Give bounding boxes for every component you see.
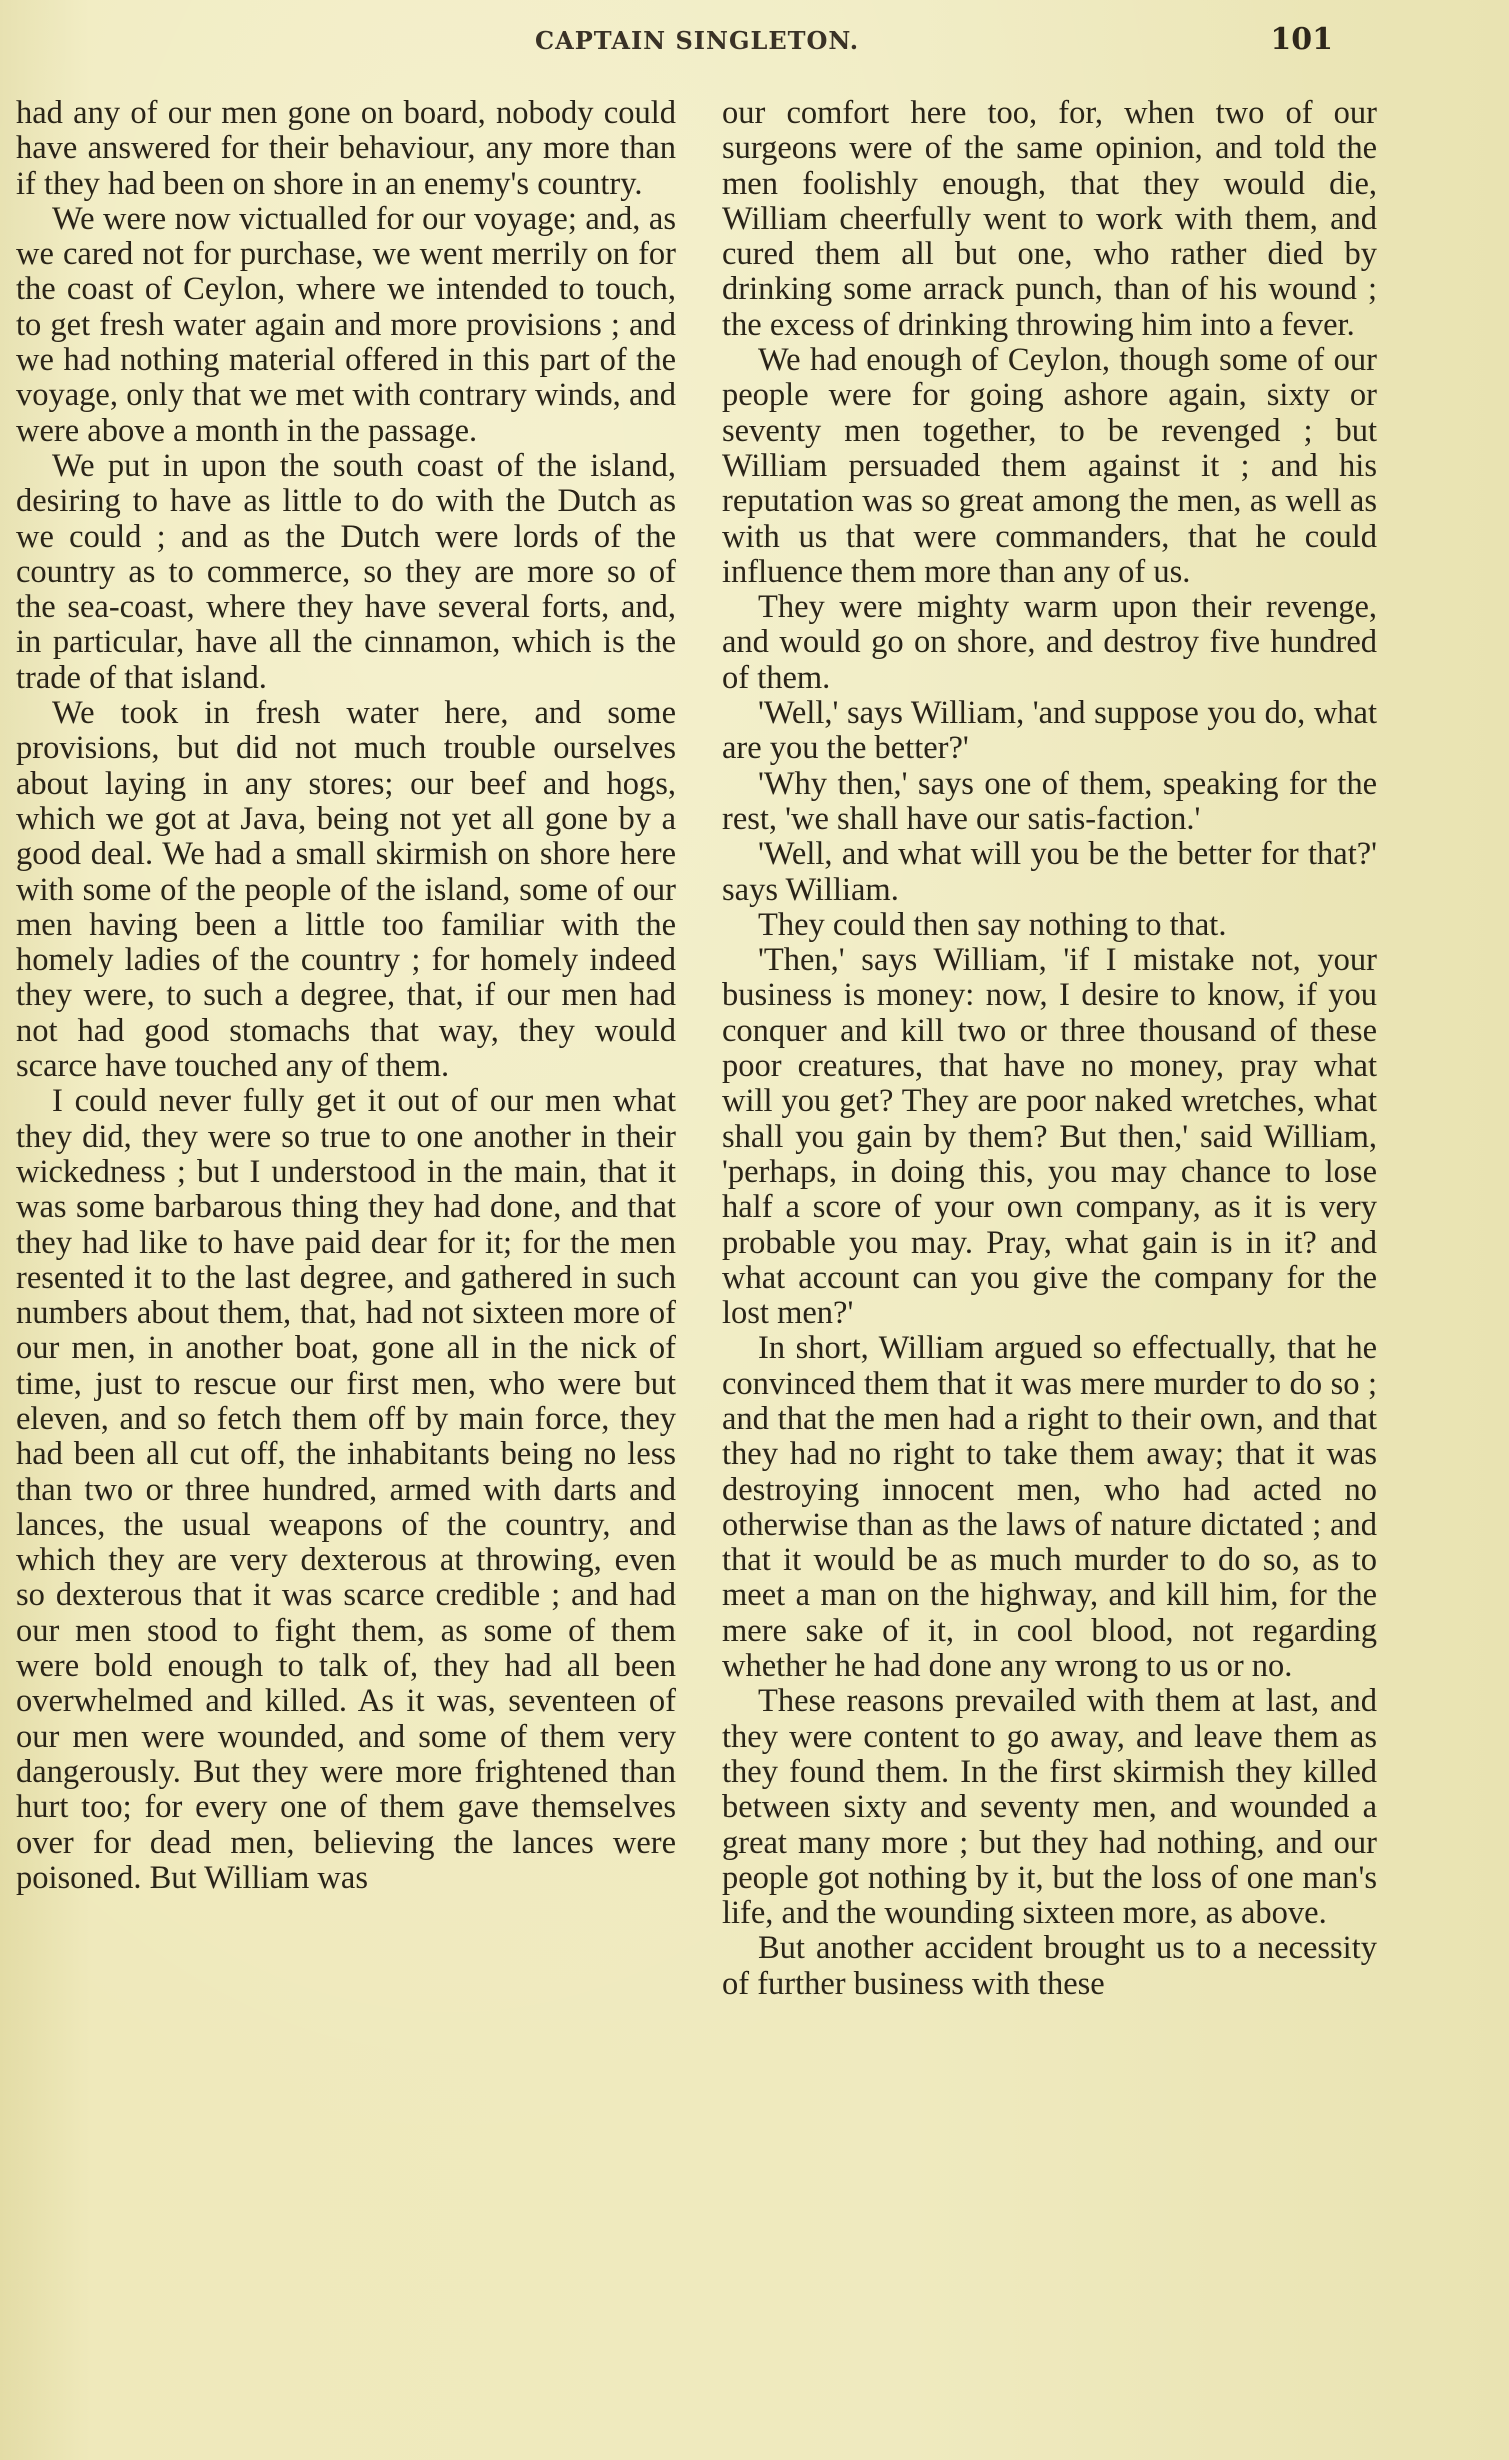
running-title: CAPTAIN SINGLETON. (535, 26, 860, 55)
right-column (722, 96, 1377, 2002)
paragraph: They were mighty warm upon their revenge, and would go on shore, and destroy five hundred of them. (722, 589, 1377, 696)
paragraph: They could then say nothing to that. (758, 906, 1227, 943)
paragraph: 'Then,' says William, 'if I mistake not, your business is money: now, I desire to know, if you conquer and kill two or three thousand of these poor creatures, that have no money, pray what will you get? They are poor naked wretches, what shall you gain by them? But then,' said William, 'perhaps, in doing this, you may chance to lose half a score of your own company, as it is very probable you may. Pray, what gain is in it? and what account can you give the company for the lost men?' (722, 942, 1377, 1332)
paragraph: 'Well,' says William, 'and suppose you do, what are you the better?' (722, 695, 1377, 767)
paragraph: We took in fresh water here, and some provisions, but did not much trouble ourselves about laying in any stores; our beef and hogs, which we got at Java, being not yet all gone by a good deal. We had a small skirmish on shore here with some of the people of the island, some of our men having been a little too familiar with the homely ladies of the country ; for homely indeed they were, to such a degree, that, if our men had not had good stomachs that way, they would scarce have touched any of them. (16, 695, 676, 1085)
paragraph: 'Well, and what will you be the better for that?' says William. (722, 836, 1377, 908)
paragraph: had any of our men gone on board, nobody could have answered for their behaviour, any more than if they had been on shore in an enemy's country. (16, 95, 676, 202)
paragraph: We had enough of Ceylon, though some of our people were for going ashore again, sixty or seventy men together, to be revenged ; but William persuaded them against it ; and his reputation was so great among the men, as well as with us that were commanders, that he could influence them more than any of us. (722, 342, 1377, 590)
paragraph: our comfort here too, for, when two of our surgeons were of the same opinion, and told the men foolishly enough, that they would die, William cheerfully went to work with them, and cured them all but one, who rather died by drinking some arrack punch, than of his wound ; the excess of drinking throwing him into a fever. (722, 95, 1377, 343)
paragraph: These reasons prevailed with them at last, and they were content to go away, and leave them as they found them. In the first skirmish they killed between sixty and seventy men, and wounded a great many more ; but they had nothing, and our people got nothing by it, but the loss of one man's life, and the wounding sixteen more, as above. (722, 1683, 1377, 1932)
paragraph: In short, William argued so effectually, that he convinced them that it was mere murder to do so ; and that the men had a right to their own, and that they had no right to take them away; that it was destroying innocent men, who had acted no otherwise than as the laws of nature dictated ; and that it would be as much murder to do so, as to meet a man on the highway, and kill him, for the mere sake of it, in cool blood, not regarding whether he had done any wrong to us or no. (722, 1330, 1377, 1685)
paragraph: 'Why then,' says one of them, speaking for the rest, 'we shall have our satis-faction.' (722, 765, 1377, 837)
page-number: 101 (1270, 22, 1333, 57)
paragraph: We put in upon the south coast of the island, desiring to have as little to do with the Dutch as we could ; and as the Dutch were lords of the country as to commerce, so they are more so of the sea-coast, where they have several forts, and, in particular, have all the cinnamon, which is the trade of that island. (16, 447, 676, 696)
left-column (16, 96, 676, 1896)
paragraph: I could never fully get it out of our men what they did, they were so true to one another in their wickedness ; but I understood in the main, that it was some barbarous thing they had done, and that they had like to have paid dear for it; for the men resented it to the last degree, and gathered in such numbers about them, that, had not sixteen more of our men, in another boat, gone all in the nick of time, just to rescue our first men, who were but eleven, and so fetch them off by main force, they had been all cut off, the inhabitants being no less than two or three hundred, armed with darts and lances, the usual weapons of the country, and which they are very dexterous at throwing, even so dexterous that it was scarce credible ; and had our men stood to fight them, as some of them were bold enough to talk of, they had all been overwhelmed and killed. As it was, seventeen of our men were wounded, and some of them very dangerously. But they were more frightened than hurt too; for every one of them gave themselves over for dead men, believing the lances were poisoned. But William was (16, 1083, 676, 1896)
paragraph: We were now victualled for our voyage; and, as we cared not for purchase, we went merrily on for the coast of Ceylon, where we intended to touch, to get fresh water again and more provisions ; and we had nothing material offered in this part of the voyage, only that we met with contrary winds, and were above a month in the passage. (16, 200, 676, 449)
page-header (0, 22, 1509, 62)
paragraph: But another accident brought us to a necessity of further business with these (722, 1930, 1377, 2002)
